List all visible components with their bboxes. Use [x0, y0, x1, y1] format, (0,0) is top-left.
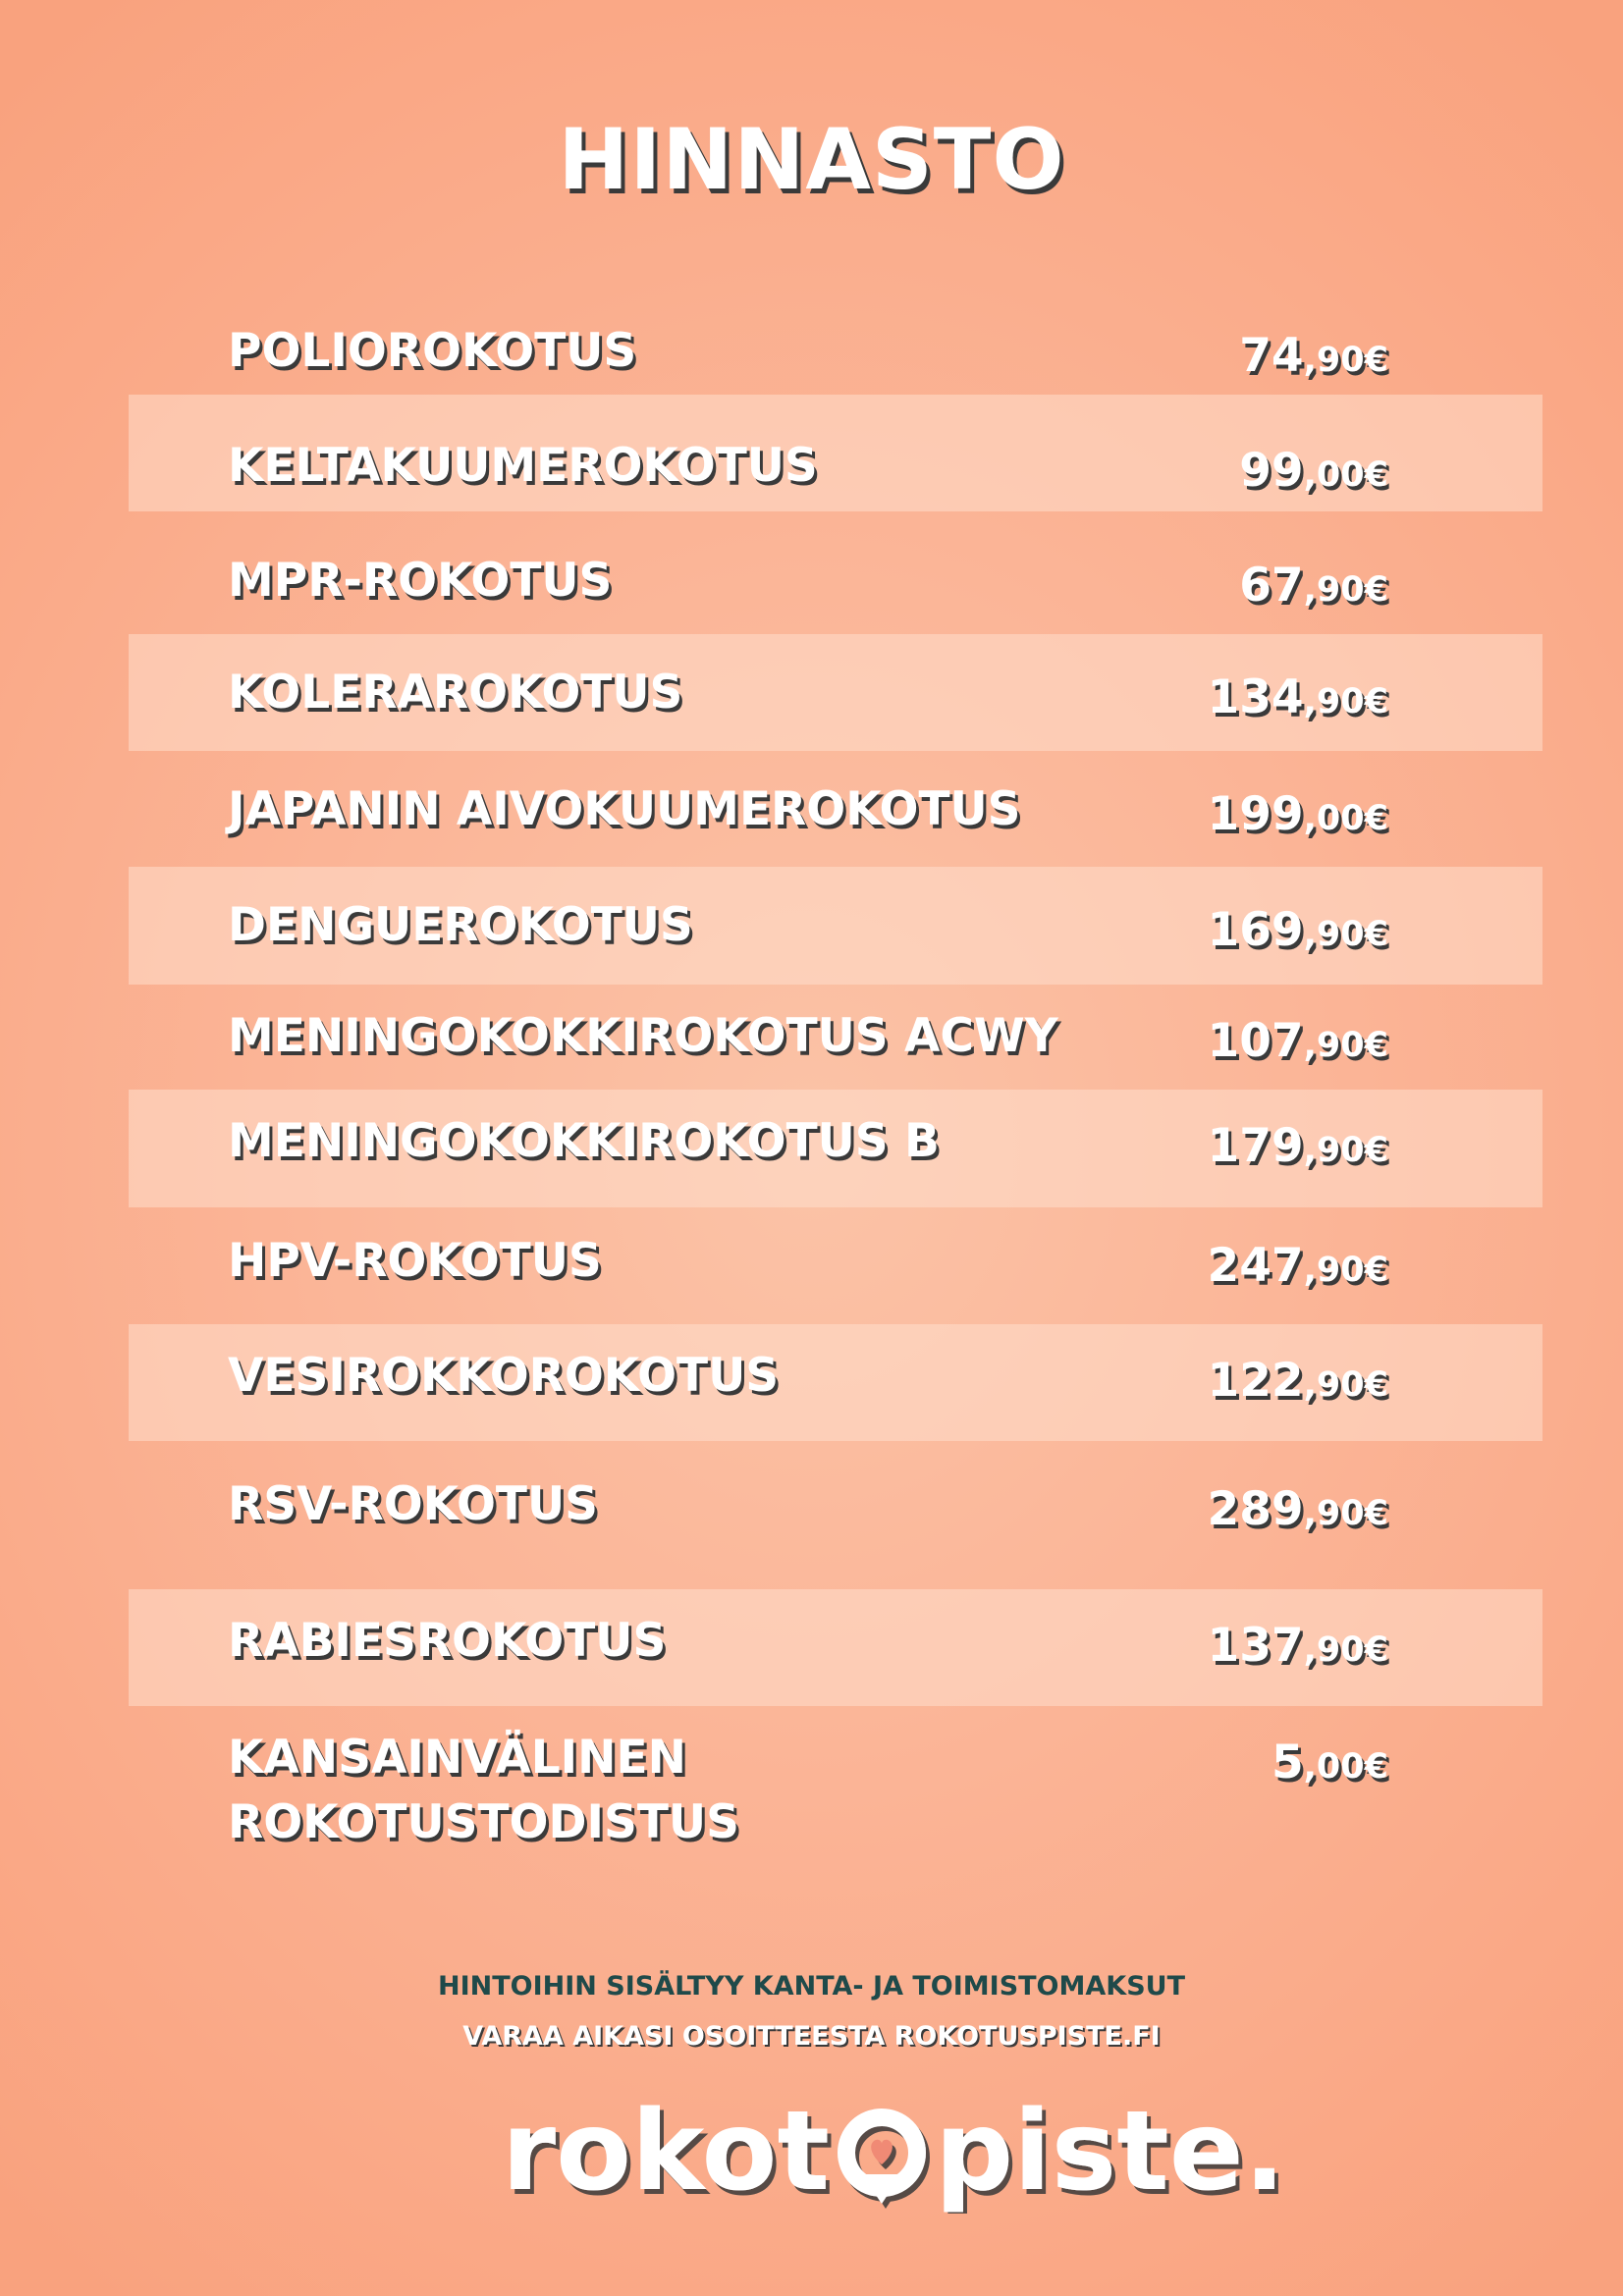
price-row — [129, 751, 1542, 867]
item-name-line: ROKOTUSTODISTUS — [228, 1794, 739, 1849]
item-name: MENINGOKOKKIROKOTUS ACWY — [228, 1009, 1058, 1063]
footer-note: HINTOIHIN SISÄLTYY KANTA- JA TOIMISTOMAKSUT — [438, 1971, 1185, 2002]
price-main: 137 — [1207, 1619, 1304, 1673]
price-row — [129, 1706, 1542, 1853]
price-main: 107 — [1207, 1014, 1304, 1068]
price-row — [129, 634, 1542, 751]
item-price — [1208, 666, 1388, 730]
item-name: JAPANIN AIVOKUUMEROKOTUS — [228, 782, 1021, 836]
price-cents: ,90€ — [1303, 1251, 1388, 1290]
item-name: POLIOROKOTUS — [228, 324, 637, 378]
price-cents: ,00€ — [1303, 455, 1388, 495]
price-cents: ,90€ — [1303, 1494, 1388, 1533]
item-price — [1208, 1614, 1388, 1679]
item-name — [228, 1726, 739, 1855]
item-name: MPR-ROKOTUS — [228, 554, 613, 608]
item-name: HPV-ROKOTUS — [228, 1234, 602, 1288]
price-main: 247 — [1207, 1239, 1304, 1293]
price-row — [129, 395, 1542, 511]
item-price — [1208, 1009, 1388, 1074]
price-main: 289 — [1207, 1482, 1304, 1536]
price-row — [129, 867, 1542, 985]
price-cents: ,90€ — [1303, 915, 1388, 954]
price-row — [129, 1441, 1542, 1589]
price-cents: ,90€ — [1303, 1026, 1388, 1065]
price-row — [129, 1090, 1542, 1207]
item-name: RSV-ROKOTUS — [228, 1477, 598, 1531]
item-price — [1208, 1349, 1388, 1414]
price-main: 74 — [1239, 329, 1304, 383]
price-cents: ,00€ — [1303, 1747, 1388, 1787]
price-main: 5 — [1271, 1735, 1304, 1789]
price-cents: ,90€ — [1303, 1630, 1388, 1670]
brand-logo — [0, 2096, 1623, 2214]
page-title: HINNASTO — [558, 111, 1065, 209]
footer-cta: VARAA AIKASI OSOITTEESTA ROKOTUSPISTE.FI — [462, 2021, 1161, 2052]
item-price — [1208, 1477, 1388, 1542]
item-name: DENGUEROKOTUS — [228, 898, 693, 952]
item-name: RABIESROKOTUS — [228, 1614, 667, 1668]
price-cents: ,00€ — [1303, 799, 1388, 838]
item-name: VESIROKKOROKOTUS — [228, 1349, 780, 1403]
item-price — [1208, 782, 1388, 847]
map-pin-heart-icon — [846, 2117, 917, 2204]
item-name: MENINGOKOKKIROKOTUS B — [228, 1114, 940, 1168]
item-price — [1208, 898, 1388, 963]
price-main: 134 — [1207, 670, 1304, 724]
item-price — [1239, 554, 1388, 618]
item-name: KELTAKUUMEROKOTUS — [228, 439, 818, 493]
price-row — [129, 1207, 1542, 1324]
price-cents: ,90€ — [1303, 1365, 1388, 1405]
item-price — [1208, 1114, 1388, 1179]
price-main: 67 — [1239, 559, 1304, 613]
item-price — [1271, 1731, 1388, 1795]
price-main: 169 — [1207, 903, 1304, 957]
price-main: 99 — [1239, 444, 1304, 498]
logo-text-left: rokot — [501, 2096, 830, 2214]
price-row — [129, 1324, 1542, 1441]
item-price — [1208, 1234, 1388, 1299]
price-cents: ,90€ — [1303, 1131, 1388, 1170]
item-price — [1239, 439, 1388, 504]
item-name-line: KANSAINVÄLINEN — [228, 1731, 686, 1785]
price-cents: ,90€ — [1303, 682, 1388, 721]
price-row — [129, 985, 1542, 1090]
price-main: 199 — [1207, 787, 1304, 841]
price-row — [129, 319, 1542, 393]
price-cents: ,90€ — [1303, 570, 1388, 610]
price-main: 122 — [1207, 1354, 1304, 1408]
price-main: 179 — [1207, 1119, 1304, 1173]
logo-text-right: piste. — [935, 2096, 1286, 2214]
item-name: KOLERAROKOTUS — [228, 666, 683, 720]
price-row — [129, 511, 1542, 634]
price-row — [129, 1589, 1542, 1706]
price-cents: ,90€ — [1303, 341, 1388, 380]
item-price — [1239, 324, 1388, 389]
